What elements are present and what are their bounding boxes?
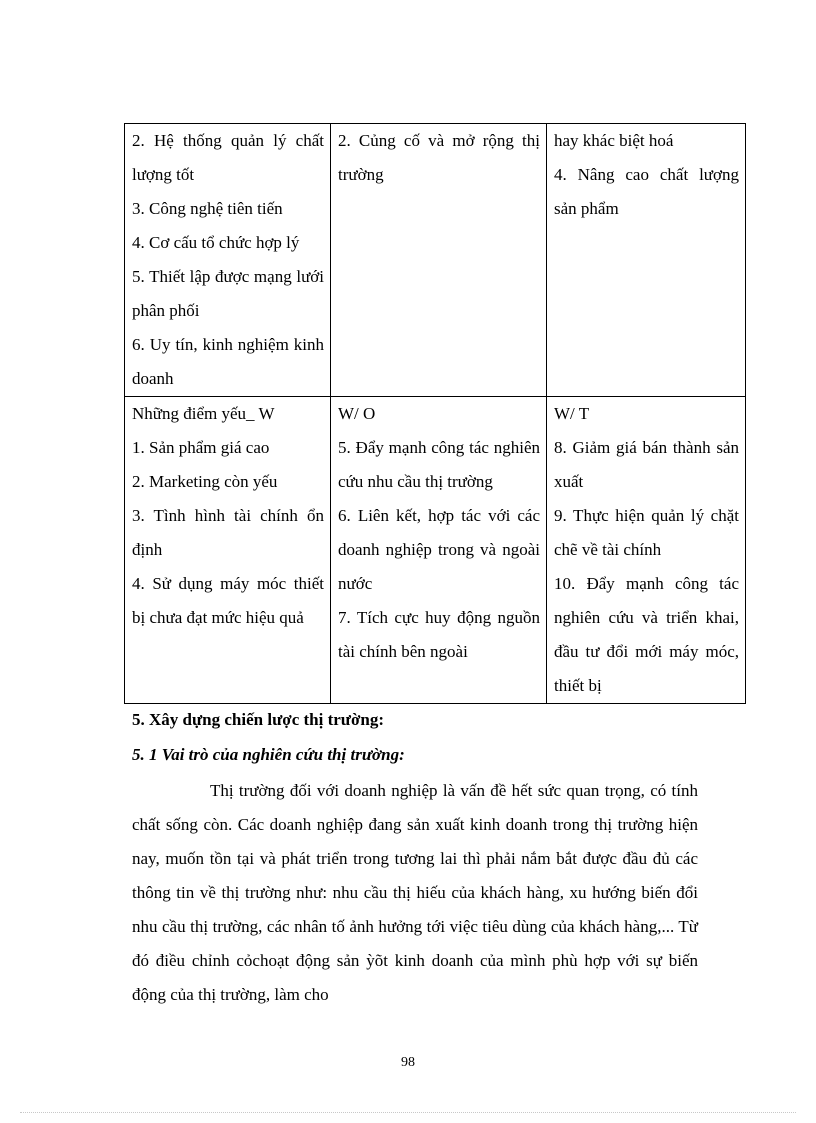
so-item: 2. Củng cố và mở rộng thị trường: [338, 131, 540, 184]
wt-cell: [547, 397, 746, 704]
strength-item: 2. Hệ thống quản lý chất lượng tốt: [132, 131, 324, 184]
wo-item: 7. Tích cực huy động nguồn tài chính bên ngoài: [338, 608, 540, 661]
strength-item: 3. Công nghệ tiên tiến: [132, 199, 283, 218]
swot-table: [124, 123, 746, 704]
weaknesses-header: Những điểm yếu_ W: [132, 404, 275, 423]
weakness-item: 3. Tình hình tài chính ổn định: [132, 506, 324, 559]
so-cell: [331, 124, 547, 397]
wt-item: 10. Đẩy mạnh công tác nghiên cứu và triển khai, đầu tư đổi mới máy móc, thiết bị: [554, 574, 739, 695]
strength-item: 4. Cơ cấu tổ chức hợp lý: [132, 233, 300, 252]
table-row: [125, 397, 746, 704]
section-heading: 5. Xây dựng chiến lược thị trường:: [132, 710, 385, 729]
table-row: [125, 124, 746, 397]
st-item: 4. Nâng cao chất lượng sản phẩm: [554, 165, 739, 218]
weakness-item: 2. Marketing còn yếu: [132, 472, 278, 491]
weakness-item: 1. Sản phẩm giá cao: [132, 438, 270, 457]
wt-header: W/ T: [554, 404, 590, 423]
subsection-heading: 5. 1 Vai trò của nghiên cứu thị trường:: [132, 745, 405, 764]
footer-divider: [20, 1112, 796, 1113]
body-paragraph: Thị trường đối với doanh nghiệp là vấn đề hết sức quan trọng, có tính chất sống còn. Các doanh nghiệp đang sản xuất kinh doanh trong thị trường hiện nay, muốn tồn tại và phát triển trong tương lai thì phải nắm bắt được đầu đủ các thông tin về thị trường như: nhu cầu thị hiếu của khách hàng, xu hướng biến đổi nhu cầu thị trường, các nhân tố ảnh hưởng tới việc tiêu dùng của khách hàng,... Từ đó điều chỉnh cỏchoạt động sản ỳõt kinh doanh của mình phù hợp với sự biến động của thị trường, làm cho: [132, 781, 698, 1004]
weaknesses-cell: [125, 397, 331, 704]
wt-item: 8. Giảm giá bán thành sản xuất: [554, 438, 739, 491]
wo-cell: [331, 397, 547, 704]
wo-header: W/ O: [338, 404, 376, 423]
strength-item: 5. Thiết lập được mạng lưới phân phối: [132, 267, 324, 320]
strength-item: 6. Uy tín, kinh nghiệm kinh doanh: [132, 335, 324, 388]
wo-item: 6. Liên kết, hợp tác với các doanh nghiệp trong và ngoài nước: [338, 506, 540, 593]
page-number: 98: [401, 1055, 415, 1070]
st-item: hay khác biệt hoá: [554, 131, 674, 150]
strengths-cell: [125, 124, 331, 397]
wo-item: 5. Đẩy mạnh công tác nghiên cứu nhu cầu thị trường: [338, 438, 540, 491]
weakness-item: 4. Sử dụng máy móc thiết bị chưa đạt mức hiệu quả: [132, 574, 324, 627]
st-cell: [547, 124, 746, 397]
wt-item: 9. Thực hiện quản lý chặt chẽ về tài chính: [554, 506, 739, 559]
